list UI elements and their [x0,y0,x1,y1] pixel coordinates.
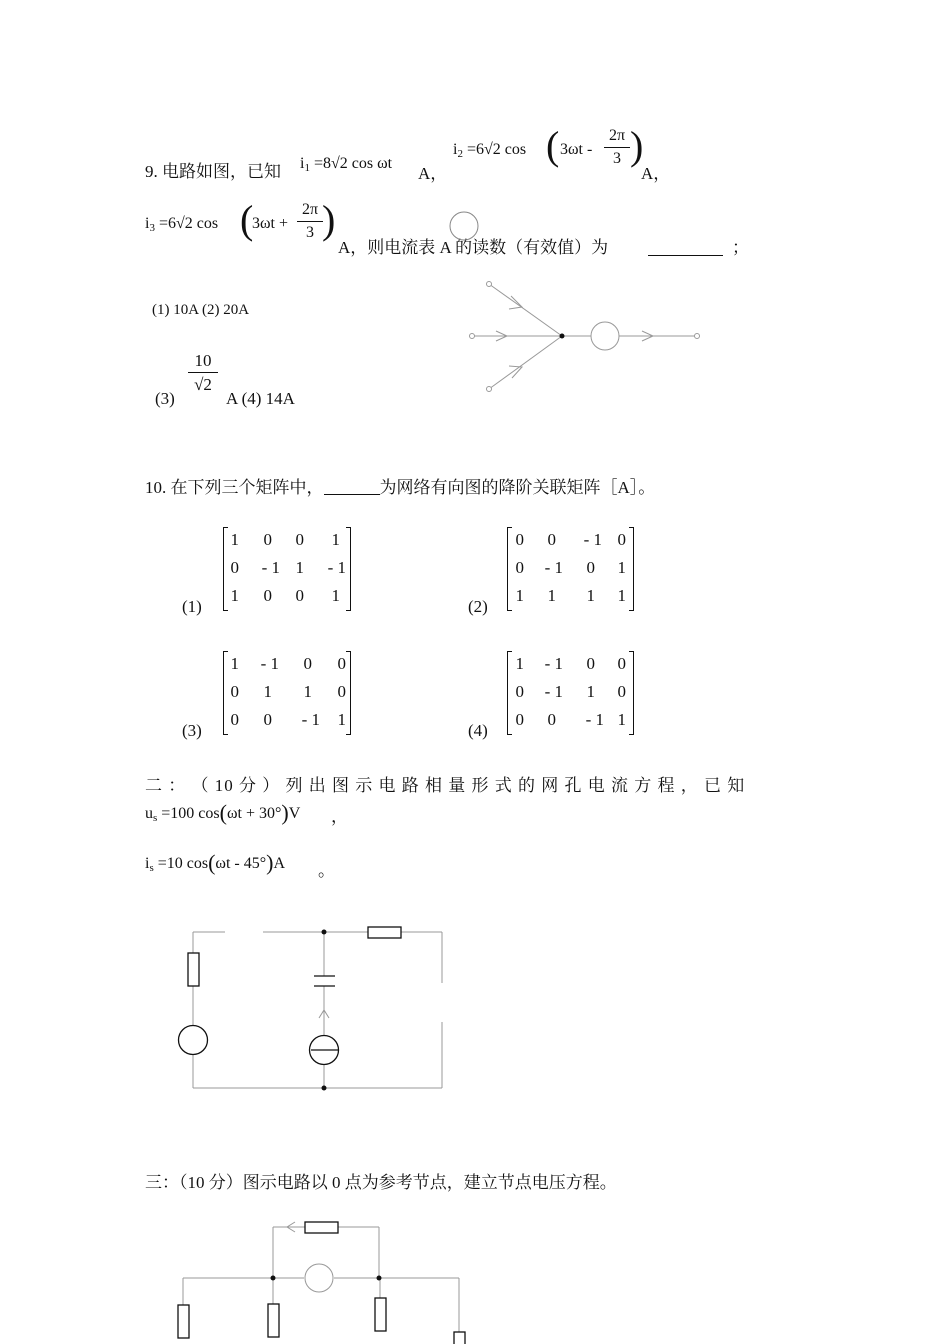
q9-i2-symbol: i [453,141,458,158]
s2-is-open-paren: ( [208,850,216,875]
matrix-cell: 0 [337,682,346,701]
matrix-cell: 0 [515,530,524,549]
q10-label-4: (4) [468,721,488,740]
matrix-cell: 0 [263,586,272,605]
q9-question-tail: A，则电流表 A 的读数（有效值）为 [338,238,609,257]
matrix-cell: 0 [263,530,272,549]
matrix-cell: 0 [303,654,312,673]
matrix-cell: 1 [230,530,239,549]
q10-label-3: (3) [182,721,202,740]
q9-i1-rhs: =8√2 cos ωt [313,155,393,172]
q10-question-pre: 10. 在下列三个矩阵中， [145,478,324,497]
matrix-cell: 1 [263,682,272,701]
q9-option-3-label: (3) [155,389,175,408]
q9-i2-subscript: 2 [457,148,463,160]
q9-i2-rhs: =6√2 cos [466,141,527,158]
s2-title: 二 ： （ 10 分 ） 列 出 图 示 电 路 相 量 形 式 的 网 孔 电 流 方 程 ， 已 知 [145,776,746,795]
matrix-cell: 0 [515,558,524,577]
matrix-cell: - 1 [260,654,279,673]
s2-is-subscript: s [149,862,154,874]
matrix-cell: 1 [230,586,239,605]
q9-i2-arg: 3ωt - [560,141,593,158]
matrix-cell: - 1 [261,558,280,577]
matrix-cell: 1 [515,654,524,673]
matrix-cell: 1 [547,586,556,605]
matrix-cell: 0 [617,654,626,673]
matrix-cell: - 1 [585,710,604,729]
matrix-cell: 0 [586,558,595,577]
q9-i1-unit: A， [418,164,448,183]
q9-i3-rhs: =6√2 cos [158,215,219,232]
matrix-cell: 0 [547,710,556,729]
q9-i2-frac-num: 2π [608,127,626,144]
q9-i3-symbol: i [145,215,150,232]
s2-us-symbol: u [145,805,153,822]
matrix-cell: - 1 [327,558,346,577]
matrix-cell: 1 [515,586,524,605]
q9-i3-close-paren: ) [322,197,336,242]
matrix-cell: 1 [617,558,626,577]
matrix-cell: - 1 [301,710,320,729]
matrix-cell: - 1 [544,654,563,673]
s2-us-arg: ωt + 30° [226,805,282,822]
matrix-cell: 1 [617,710,626,729]
q9-i2-frac-den: 3 [613,150,621,167]
q9-options-1-2: (1) 10A (2) 20A [152,302,250,318]
matrix-cell: 0 [547,530,556,549]
matrix-cell: 1 [331,586,340,605]
matrix-cell: - 1 [544,682,563,701]
q9-i3-subscript: 3 [149,222,155,234]
matrix-cell: 1 [586,586,595,605]
matrix-cell: 1 [230,654,239,673]
matrix-cell: 0 [295,586,304,605]
s2-us-unit: V [288,805,301,822]
s2-us-tail: ， [331,807,348,826]
matrix-cell: 1 [303,682,312,701]
q10-question-post: 为网络有向图的降阶关联矩阵［A］。 [379,478,656,497]
matrix-cell: 0 [617,682,626,701]
q9-semicolon: ； [732,238,749,257]
matrix-cell: 1 [331,530,340,549]
q9-i2-close-paren: ) [630,123,644,168]
q9-i3-frac-den: 3 [306,224,314,241]
s2-us-rhs: =100 cos [161,805,220,822]
matrix-cell: - 1 [583,530,602,549]
q9-opt3-frac-num: 10 [194,351,212,370]
q10-label-2: (2) [468,597,488,616]
q9-i2-unit: A， [641,164,671,183]
matrix-cell: 1 [337,710,346,729]
matrix-cell: 0 [337,654,346,673]
q10-label-1: (1) [182,597,202,616]
matrix-cell: 0 [515,710,524,729]
matrix-cell: 0 [515,682,524,701]
matrix-cell: 1 [617,586,626,605]
matrix-cell: 1 [586,682,595,701]
q9-option-3-4-tail: A (4) 14A [226,389,295,408]
q9-i2-open-paren: ( [546,123,560,168]
s3-title: 三：（10 分）图示电路以 0 点为参考节点，建立节点电压方程。 [145,1173,617,1192]
s2-is-tail: 。 [318,861,335,880]
matrix-cell: 0 [230,558,239,577]
s2-is-symbol: i [145,855,150,872]
q9-i3-arg: 3ωt + [252,215,288,232]
s2-is-unit: A [273,855,286,872]
q9-opt3-frac-den: √2 [194,375,212,394]
matrix-cell: 0 [230,682,239,701]
s2-is-close-paren: ) [266,850,274,875]
matrix-cell: - 1 [544,558,563,577]
s2-us-subscript: s [153,812,158,824]
matrix-cell: 0 [586,654,595,673]
q9-i1-symbol: i [300,155,305,172]
matrix-cell: 0 [263,710,272,729]
q9-i3-open-paren: ( [240,197,254,242]
q9-i3-frac-num: 2π [301,201,319,218]
s2-is-rhs: =10 cos [157,855,209,872]
matrix-cell: 0 [230,710,239,729]
matrix-cell: 0 [295,530,304,549]
s2-us-close-paren: ) [281,800,289,825]
matrix-cell: 1 [295,558,304,577]
s2-is-arg: ωt - 45° [215,855,267,872]
q9-i1-subscript: 1 [304,162,310,174]
q9-prefix: 9. 电路如图，已知 [145,162,281,181]
matrix-cell: 0 [617,530,626,549]
s2-us-open-paren: ( [219,800,227,825]
